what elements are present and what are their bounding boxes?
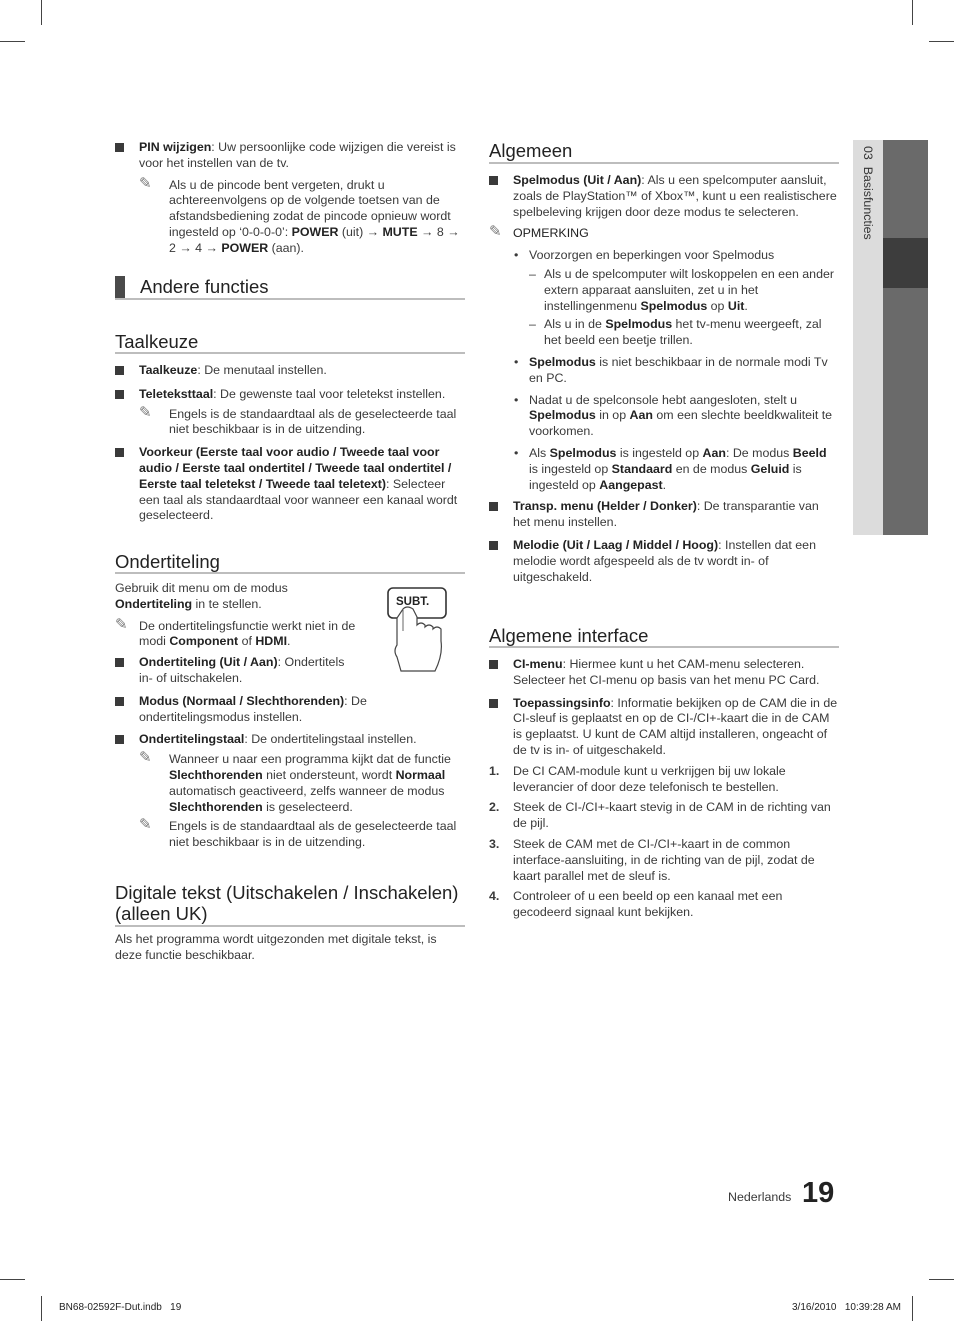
- note-text: is ingesteld op: [529, 461, 802, 492]
- step-text: Steek de CAM met de CI-/CI+-kaart in de common interface-aansluiting, in de richting van de pijl, zodat de kaart parallel met de sleuf is.: [513, 836, 815, 883]
- bullet-square: [115, 366, 124, 375]
- chapter-tab-dark: [883, 140, 928, 535]
- note-text: Als u in de: [544, 317, 606, 332]
- bullet-square: [489, 502, 498, 511]
- item-text: : De transparantie van het menu instellen.: [513, 499, 819, 530]
- key-mute: MUTE: [382, 224, 418, 239]
- item-label: Melodie (Uit / Laag / Middel / Hoog): [513, 537, 719, 552]
- algemene-interface-section: [489, 657, 838, 921]
- note-text: Als u de spelcomputer wilt loskoppelen en een ander extern apparaat aansluiten, zet u in het instellingenmenu: [544, 266, 834, 313]
- pencil-note-icon: ✎: [115, 615, 128, 633]
- note-text: : De modus: [725, 445, 793, 460]
- item-label: Transp. menu (Helder / Donker): [513, 499, 697, 514]
- item-label: CI-menu: [513, 657, 563, 671]
- note-text: is ingesteld op: [529, 461, 612, 476]
- crop-mark: [912, 0, 913, 25]
- crop-mark: [929, 1279, 954, 1280]
- step-text: De CI CAM-module kunt u verkrijgen bij uw lokale leverancier of door deze telefonisch te bestellen.: [513, 763, 786, 794]
- chapter-label: [855, 146, 883, 276]
- step-text: Steek de CI-/CI+-kaart stevig in de CAM in de richting van de pijl.: [513, 800, 831, 831]
- digitale-tekst-text: Als het programma wordt uitgezonden met digitale tekst, is deze functie beschikbaar.: [115, 932, 437, 962]
- note-text: en de modus: [672, 461, 751, 476]
- note-text: op: [707, 298, 728, 313]
- step-text: Controleer of u een beeld op een kanaal met een gecodeerd signaal kunt bekijken.: [513, 889, 783, 920]
- digitale-tekst-heading: Digitale tekst (Uitschakelen / Inschakelen) (alleen UK): [115, 882, 459, 924]
- opmerking-label: OPMERKING: [513, 226, 589, 241]
- bullet-dot: •: [514, 445, 519, 460]
- note-text: is niet beschikbaar in de normale modi Tv en PC.: [529, 354, 828, 385]
- note-text: .: [662, 477, 667, 492]
- step-number: 2.: [489, 800, 500, 815]
- item-text: : Informatie bekijken op de CAM die in de CI-sleuf is geplaatst en op de CI-/CI+-kaart die in de CAM is geplaatst. U kunt de CAM altijd installeren, ongeacht of de tv is in- of uitgeschakeld.: [513, 695, 838, 757]
- note-text: .: [287, 634, 291, 649]
- pencil-note-icon: ✎: [139, 749, 152, 767]
- bullet-square: [115, 697, 124, 706]
- item-text: : Ondertitels in- of uitschakelen.: [139, 655, 345, 685]
- subt-remote-illustration: [385, 585, 450, 675]
- note-text: Als: [529, 445, 550, 460]
- bullet-dash: –: [529, 266, 536, 281]
- step-number: 3.: [489, 836, 500, 851]
- item-text: : De gewenste taal voor teletekst instellen.: [213, 386, 446, 401]
- bullet-square: [115, 143, 124, 152]
- note-bold: Slechthorenden: [169, 799, 263, 814]
- bullet-square: [115, 448, 124, 457]
- note-text: Engels is de standaardtaal als de geselecteerde taal niet beschikbaar is in de uitzending.: [169, 406, 457, 437]
- note-bold: Spelmodus: [640, 298, 708, 313]
- ondertiteling-heading: Ondertiteling: [115, 551, 220, 572]
- crop-mark: [41, 0, 42, 25]
- item-label: Voorkeur (Eerste taal voor audio / Tweede taal voor audio / Eerste taal ondertitel / Tweede taal ondertitel / Eerste taal teletekst / Tweede taal teletext): [139, 445, 452, 491]
- note-bold: Spelmodus: [549, 445, 617, 460]
- crop-mark: [41, 1296, 42, 1321]
- bullet-square: [115, 658, 124, 667]
- heading-rule: [115, 352, 465, 354]
- footer-language: Nederlands: [728, 1190, 792, 1204]
- note-text: → 8 → 2 → 4 →: [169, 224, 460, 255]
- heading-rule: [115, 925, 465, 927]
- intro-text: Gebruik dit menu om de modus: [115, 581, 288, 595]
- note-text: Wanneer u naar een programma kijkt dat de functie: [169, 752, 451, 767]
- item-text: : Hiermee kunt u het CAM-menu selecteren. Selecteer het CI-menu op basis van het menu PC Card.: [513, 657, 820, 687]
- bullet-dot: •: [514, 248, 519, 263]
- bullet-dot: •: [514, 354, 519, 369]
- footer-filename: BN68-02592F-Dut.indb 19: [59, 1302, 182, 1313]
- chapter-tab-marker: [883, 238, 928, 288]
- pencil-note-icon: ✎: [139, 403, 152, 421]
- note-bold: Standaard: [611, 461, 673, 476]
- bullet-square: [115, 390, 124, 399]
- note-bold: HDMI: [255, 634, 288, 649]
- item-label: Teleteksttaal: [139, 386, 214, 401]
- intro-text: in te stellen.: [192, 596, 262, 611]
- pencil-note-icon: ✎: [139, 816, 152, 834]
- algemeen-heading: Algemeen: [489, 140, 573, 161]
- item-text: : De menutaal instellen.: [197, 363, 327, 377]
- note-bold: Slechthorenden: [169, 767, 263, 782]
- item-label: Taalkeuze: [139, 363, 198, 377]
- item-text: : Als u een spelcomputer aansluit, zoals de PlayStation™ of Xbox™, kunt u een realistischere spelbeleving krijgen door deze modus te selecteren.: [513, 173, 837, 219]
- note-text: automatisch geactiveerd, zelfs wanneer de modus: [169, 783, 445, 798]
- note-bold: Spelmodus: [605, 317, 673, 332]
- bullet-dot: •: [514, 392, 519, 407]
- crop-mark: [929, 41, 954, 42]
- item-label: Toepassingsinfo: [513, 695, 611, 710]
- chapter-name: Basisfuncties: [860, 166, 875, 240]
- key-power: POWER: [221, 240, 269, 255]
- item-text: : De ondertitelingsmodus instellen.: [139, 693, 367, 724]
- bullet-dash: –: [529, 317, 536, 332]
- bullet-square: [115, 735, 124, 744]
- step-number: 4.: [489, 889, 500, 904]
- algemene-interface-heading: Algemene interface: [489, 625, 649, 646]
- heading-rule: [489, 162, 839, 164]
- note-text: (aan).: [268, 240, 304, 255]
- item-label: Ondertiteling (Uit / Aan): [139, 655, 278, 670]
- heading-rule: [115, 572, 465, 574]
- heading-rule: [115, 298, 465, 300]
- pencil-note-icon: ✎: [489, 223, 502, 241]
- note-bold: Beeld: [792, 445, 827, 460]
- bullet-square: [489, 699, 498, 708]
- note-bold: Spelmodus: [529, 408, 596, 423]
- step-number: 1.: [489, 763, 500, 778]
- note-bold: Normaal: [395, 767, 446, 782]
- crop-mark: [0, 1279, 25, 1280]
- bullet-square: [489, 660, 498, 669]
- note-text: Engels is de standaardtaal als de geselecteerde taal niet beschikbaar is in de uitzending.: [169, 819, 457, 850]
- note-text: is geselecteerd.: [262, 799, 353, 814]
- item-label: Ondertitelingstaal: [139, 732, 245, 747]
- pencil-note-icon: ✎: [139, 174, 152, 192]
- note-text: niet ondersteunt, wordt: [262, 767, 396, 782]
- pin-item: [115, 140, 465, 257]
- note-text: is ingesteld op: [616, 445, 703, 460]
- note-bold: Spelmodus: [529, 354, 596, 369]
- key-power: POWER: [291, 224, 339, 239]
- item-text: : Instellen dat een melodie wordt afgespeeld als de tv wordt in- of uitgeschakeld.: [513, 537, 816, 584]
- note-text: (uit) →: [338, 224, 383, 239]
- note-bold: Aan: [702, 445, 726, 460]
- note-bold: Aan: [629, 408, 653, 423]
- note-text: Nadat u de spelconsole hebt aangesloten, stelt u: [529, 392, 797, 407]
- taalkeuze-heading: Taalkeuze: [115, 331, 199, 352]
- note-bold: Aangepast: [599, 477, 663, 492]
- note-bold: Uit: [727, 298, 745, 313]
- item-text: : Selecteer een taal als standaardtaal voor wanneer een kanaal wordt geselecteerd.: [139, 476, 458, 523]
- footer-date: 3/16/2010 10:39:28 AM: [792, 1302, 901, 1313]
- item-text: : Uw persoonlijke code wijzigen die vereist is voor het instellen van de tv.: [139, 140, 456, 170]
- note-text: Voorzorgen en beperkingen voor Spelmodus: [529, 248, 775, 263]
- note-text: om een slechte beeldkwaliteit te voorkomen.: [529, 408, 833, 439]
- intro-bold: Ondertiteling: [115, 596, 193, 611]
- note-bold: Component: [169, 634, 239, 649]
- item-label: Spelmodus (Uit / Aan): [513, 173, 642, 187]
- note-text: Als u de pincode bent vergeten, drukt u achtereenvolgens op de volgende toetsen van de afstandsbediening zodat de pincode opnieuw wordt ingesteld op ‘0-0-0-0’:: [169, 177, 451, 239]
- item-text: : De ondertitelingstaal instellen.: [244, 732, 417, 747]
- subt-button: SUBT.: [396, 596, 430, 608]
- note-text: De ondertitelingsfunctie werkt niet in de modi: [139, 618, 356, 649]
- algemeen-section: [489, 173, 838, 585]
- crop-mark: [0, 41, 25, 42]
- andere-bar: [115, 276, 125, 300]
- item-label: PIN wijzigen: [139, 140, 212, 154]
- note-bold: Geluid: [750, 461, 790, 476]
- taalkeuze-section: [115, 363, 465, 524]
- item-label: Modus (Normaal / Slechthorenden): [139, 693, 345, 708]
- chapter-number: 03: [860, 146, 875, 160]
- note-text: het tv-menu weergeeft, zal het beeld een beetje trillen.: [544, 317, 822, 348]
- note-text: .: [744, 298, 748, 313]
- andere-functies-heading: Andere functies: [140, 276, 269, 297]
- page-number: 19: [802, 1177, 835, 1209]
- heading-rule: [489, 646, 839, 648]
- note-text: in op: [595, 408, 630, 423]
- crop-mark: [912, 1296, 913, 1321]
- bullet-square: [489, 541, 498, 550]
- bullet-square: [489, 176, 498, 185]
- note-text: of: [238, 634, 256, 649]
